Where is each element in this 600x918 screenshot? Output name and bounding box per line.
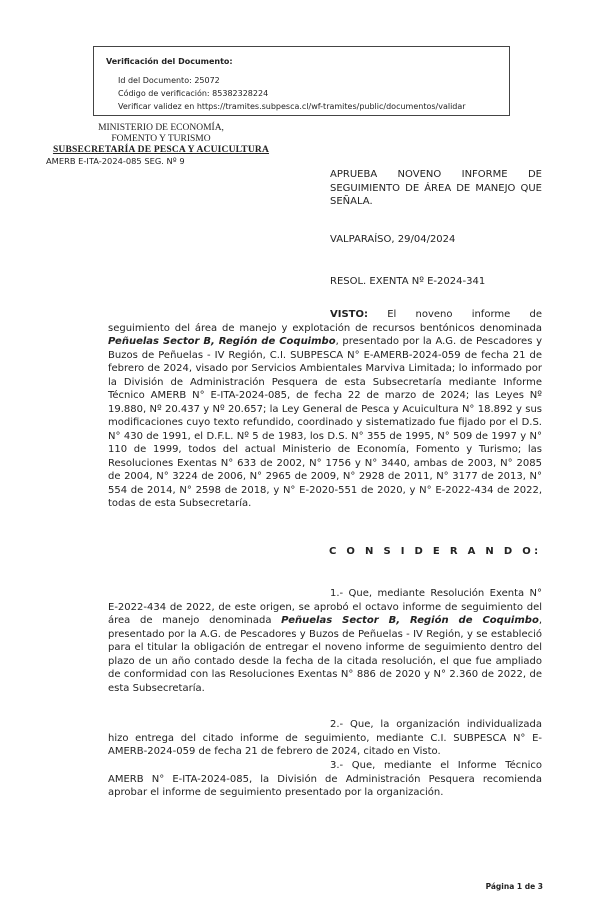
verification-url[interactable]: ▸ Verificar validez en https://tramites.subpesca.cl/wf-tramites/public/documentos/validar bbox=[118, 100, 499, 113]
consideration-3 bbox=[108, 759, 542, 800]
verification-document-id: ▸ Id del Documento: 25072 bbox=[118, 74, 499, 87]
verification-title: Verificación del Documento: bbox=[106, 57, 233, 66]
visto-label: VISTO: bbox=[330, 309, 368, 320]
ministry-line-2: FOMENTO Y TURISMO bbox=[111, 134, 211, 144]
consideration-2 bbox=[108, 718, 542, 759]
visto-area-name: Peñuelas Sector B, Región de Coquimbo bbox=[108, 336, 336, 347]
verification-box bbox=[93, 46, 510, 116]
page-number: Página 1 de 3 bbox=[485, 882, 543, 891]
considerando-heading: C O N S I D E R A N D O: bbox=[329, 546, 542, 557]
document-date: VALPARAÍSO, 29/04/2024 bbox=[330, 234, 456, 245]
consideration-3-text: 3.- Que, mediante el Informe Técnico AMERB N° E-ITA-2024-085, la División de Administración Pesquera recomienda aprobar el informe de seguimiento presentado por la organización. bbox=[108, 760, 542, 798]
resolution-number: RESOL. EXENTA Nº E-2024-341 bbox=[330, 276, 486, 287]
ministry-line-1: MINISTERIO DE ECONOMÍA, bbox=[98, 123, 224, 133]
document-title: APRUEBA NOVENO INFORME DE SEGUIMIENTO DE ÁREA DE MANEJO QUE SEÑALA. bbox=[330, 169, 542, 207]
visto-paragraph bbox=[108, 308, 542, 511]
document-reference: AMERB E-ITA-2024-085 SEG. Nº 9 bbox=[46, 156, 185, 166]
consideration-1-area-name: Peñuelas Sector B, Región de Coquimbo bbox=[281, 615, 539, 626]
verification-list bbox=[106, 74, 499, 113]
visto-text-b: , presentado por la A.G. de Pescadores y Buzos de Peñuelas - IV Región, C.I. SUBPESCA N° E-AMERB-2024-059 de fecha 21 de febrero de 2024, visado por Servicios Ambientales Marviva Limitada; lo informado por la División de Administración Pesquera de esta Subsecretaría mediante Informe Técnico AMERB N° E-ITA-2024-085, de fecha 22 de marzo de 2024; las Leyes Nº 19.880, Nº 20.437 y Nº 20.657; la Ley General de Pesca y Acuicultura N° 18.892 y sus modificaciones cuyo texto refundido, coordinado y sistematizado fue fijado por el D.S. N° 430 de 1991, el D.F.L. Nº 5 de 1983, los D.S. N° 355 de 1995, N° 509 de 1997 y N° 110 de 1999, todos del actual Ministerio de Economía, Fomento y Turismo; las Resoluciones Exentas N° 633 de 2002, N° 1756 y N° 3440, ambas de 2003, N° 2085 de 2004, N° 3224 de 2006, N° 2965 de 2009, N° 2928 de 2011, N° 3177 de 2013, N° 554 de 2014, N° 2598 de 2018, y N° E-2020-551 de 2020, y N° E-2022-434 de 2022, todas de esta Subsecretaría. bbox=[108, 336, 542, 509]
visto-text-a: El noveno informe de seguimiento del área de manejo y explotación de recursos bentónicos denominada bbox=[108, 309, 542, 334]
consideration-1-text-a: 1.- Que, mediante Resolución Exenta N° E-2022-434 de 2022, de este origen, se aprobó el octavo informe de seguimiento del área de manejo denominada bbox=[108, 588, 542, 626]
verification-code: ▸ Código de verificación: 85382328224 bbox=[118, 87, 499, 100]
consideration-1 bbox=[108, 587, 542, 695]
letterhead bbox=[36, 123, 286, 167]
consideration-1-text-b: , presentado por la A.G. de Pescadores y Buzos de Peñuelas - IV Región, y se estableció para el titular la obligación de entregar el noveno informe de seguimiento dentro del plazo de un año contado desde la fecha de la citada resolución, el que fue ampliado de conformidad con las Resoluciones Exentas N° 886 de 2020 y N° 2.360 de 2022, de esta Subsecretaría. bbox=[108, 615, 543, 694]
subsecretaria-name: SUBSECRETARÍA DE PESCA Y ACUICULTURA bbox=[52, 145, 270, 155]
consideration-2-text: 2.- Que, la organización individualizada hizo entrega del citado informe de seguimiento, mediante C.I. SUBPESCA N° E-AMERB-2024-059 de fecha 21 de febrero de 2024, citado en Visto. bbox=[108, 719, 542, 757]
